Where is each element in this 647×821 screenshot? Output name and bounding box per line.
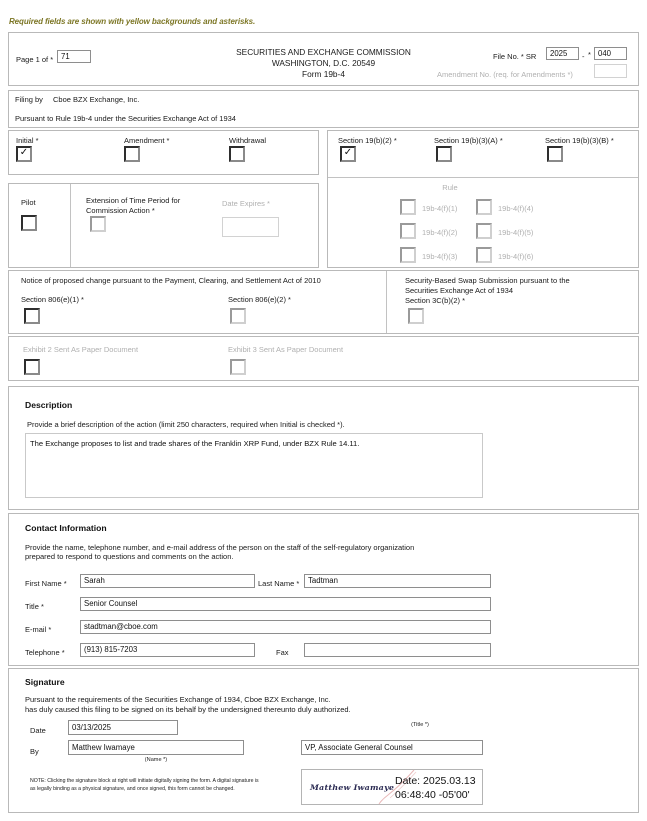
initial-check-glyph: ✓ [19, 147, 29, 158]
signature-date-stamp-line1: Date: 2025.03.13 [395, 775, 476, 787]
rule-19b4f1-label: 19b-4(f)(1) [422, 204, 458, 213]
rule-19b4f4-checkbox[interactable] [476, 199, 492, 215]
section-806e1-checkbox[interactable] [24, 308, 40, 324]
page-count-label: Page 1 of * [16, 55, 54, 64]
signature-statement-line2: has duly caused this filing to be signed on its behalf by the undersigned thereunto duly authorized. [25, 705, 351, 714]
description-title: Description [25, 400, 73, 410]
last-name-label: Last Name * [258, 579, 300, 588]
signature-date-input[interactable]: 03/13/2025 [68, 720, 178, 735]
telephone-input[interactable]: (913) 815-7203 [80, 643, 255, 657]
fax-label: Fax [276, 648, 289, 657]
telephone-label: Telephone * [25, 648, 65, 657]
swap-line-1: Security-Based Swap Submission pursuant to the [405, 276, 570, 285]
rule-19b4f4-label: 19b-4(f)(4) [498, 204, 534, 213]
withdrawal-label: Withdrawal [229, 136, 267, 145]
description-instruction: Provide a brief description of the action (limit 250 characters, required when Initial is checked *). [27, 420, 345, 429]
pilot-checkbox[interactable] [21, 215, 37, 231]
swap-line-2: Securities Exchange Act of 1934 [405, 286, 513, 295]
contact-instruction-line1: Provide the name, telephone number, and e-mail address of the person on the staff of the self-regulatory organization [25, 543, 415, 552]
filing-by-label: Filing by [15, 95, 43, 104]
signature-by-label: By [30, 747, 39, 756]
exhibits-panel [8, 336, 639, 381]
signature-name-caption: (Name *) [144, 757, 168, 763]
rule-19b4f3-label: 19b-4(f)(3) [422, 252, 458, 261]
date-expires-label: Date Expires * [222, 199, 270, 208]
extension-label-line1: Extension of Time Period for [86, 196, 181, 205]
section-19b3b-checkbox[interactable] [547, 146, 563, 162]
contact-instruction-line2: prepared to respond to questions and comments on the action. [25, 552, 234, 561]
withdrawal-checkbox[interactable] [229, 146, 245, 162]
first-name-label: First Name * [25, 579, 67, 588]
rule-19b4f2-checkbox[interactable] [400, 223, 416, 239]
file-no-year-input[interactable]: 2025 [546, 47, 579, 60]
section-rule-divider [328, 177, 638, 178]
date-expires-input[interactable] [222, 217, 279, 237]
agency-line-2: WASHINGTON, D.C. 20549 [271, 58, 376, 68]
last-name-input[interactable]: Tadtman [304, 574, 491, 588]
section-19b3a-label: Section 19(b)(3)(A) * [434, 136, 503, 145]
signature-title-input[interactable]: VP, Associate General Counsel [301, 740, 483, 755]
signature-statement-line1: Pursuant to the requirements of the Securities Exchange of 1934, Cboe BZX Exchange, Inc. [25, 695, 331, 704]
description-textarea[interactable]: The Exchange proposes to list and trade shares of the Franklin XRP Fund, under BZX Rule 14.11. [25, 433, 483, 498]
contact-title: Contact Information [25, 523, 107, 533]
extension-label-line2: Commission Action * [86, 206, 155, 215]
notice-swap-divider [386, 271, 387, 333]
extension-checkbox[interactable] [90, 216, 106, 232]
rule-heading: Rule [442, 183, 458, 192]
signature-date-stamp-line2: 06:48:40 -05'00' [395, 789, 470, 801]
form-number: Form 19b-4 [302, 69, 345, 79]
agency-line-1: SECURITIES AND EXCHANGE COMMISSION [236, 47, 411, 57]
email-label: E-mail * [25, 625, 52, 634]
exhibit-3-label: Exhibit 3 Sent As Paper Document [228, 345, 344, 354]
signature-date-label: Date [30, 726, 46, 735]
title-input[interactable]: Senior Counsel [80, 597, 491, 611]
fax-input[interactable] [304, 643, 491, 657]
file-no-dash: - [582, 52, 585, 61]
section-19b2-check-glyph: ✓ [343, 147, 353, 158]
section-806e2-checkbox[interactable] [230, 308, 246, 324]
file-no-asterisk: * [588, 50, 591, 59]
filing-by-value: Cboe BZX Exchange, Inc. [53, 95, 140, 104]
rule-19b4f3-checkbox[interactable] [400, 247, 416, 263]
section-806e1-label: Section 806(e)(1) * [21, 295, 84, 304]
rule-19b4f1-checkbox[interactable] [400, 199, 416, 215]
initial-label: Initial * [16, 136, 39, 145]
section-19b2-label: Section 19(b)(2) * [338, 136, 397, 145]
amendment-label: Amendment * [124, 136, 170, 145]
exhibit-2-label: Exhibit 2 Sent As Paper Document [23, 345, 139, 354]
signature-title: Signature [25, 677, 65, 687]
section-19b3b-label: Section 19(b)(3)(B) * [545, 136, 614, 145]
pilot-label: Pilot [21, 198, 36, 207]
file-no-label: File No. * SR [493, 52, 537, 61]
section-3cb2-checkbox[interactable] [408, 308, 424, 324]
rule-19b4f2-label: 19b-4(f)(2) [422, 228, 458, 237]
signature-script-text: Matthew Iwamaye [310, 782, 395, 792]
amendment-checkbox[interactable] [124, 146, 140, 162]
rule-19b4f5-checkbox[interactable] [476, 223, 492, 239]
first-name-input[interactable]: Sarah [80, 574, 255, 588]
section-19b2-checkbox[interactable] [340, 146, 356, 162]
rule-19b4f6-label: 19b-4(f)(6) [498, 252, 534, 261]
swap-line-3: Section 3C(b)(2) * [405, 296, 466, 305]
signature-title-caption: (Title *) [411, 722, 429, 728]
rule-19b4f6-checkbox[interactable] [476, 247, 492, 263]
email-input[interactable]: stadtman@cboe.com [80, 620, 491, 634]
page-count-input[interactable]: 71 [57, 50, 91, 63]
pcs-heading: Notice of proposed change pursuant to the Payment, Clearing, and Settlement Act of 2010 [21, 276, 321, 285]
initial-checkbox[interactable] [16, 146, 32, 162]
signature-by-input[interactable]: Matthew Iwamaye [68, 740, 244, 755]
exhibit-2-checkbox[interactable] [24, 359, 40, 375]
pursuant-to-rule-text: Pursuant to Rule 19b-4 under the Securities Exchange Act of 1934 [15, 114, 236, 123]
title-label: Title * [25, 602, 44, 611]
signature-note: NOTE: Clicking the signature block at right will initiate digitally signing the form. A digital signature is as legally binding as a physical signature, and once signed, this form cannot be changed. [30, 778, 259, 792]
required-fields-notice: Required fields are shown with yellow backgrounds and asterisks. [9, 17, 256, 26]
amendment-no-label: Amendment No. (req. for Amendments *) [437, 70, 573, 79]
section-806e2-label: Section 806(e)(2) * [228, 295, 291, 304]
pilot-extension-divider [70, 184, 71, 267]
file-no-sequence-input[interactable]: 040 [594, 47, 627, 60]
section-19b3a-checkbox[interactable] [436, 146, 452, 162]
exhibit-3-checkbox[interactable] [230, 359, 246, 375]
rule-19b4f5-label: 19b-4(f)(5) [498, 228, 534, 237]
amendment-no-input[interactable] [594, 64, 627, 78]
